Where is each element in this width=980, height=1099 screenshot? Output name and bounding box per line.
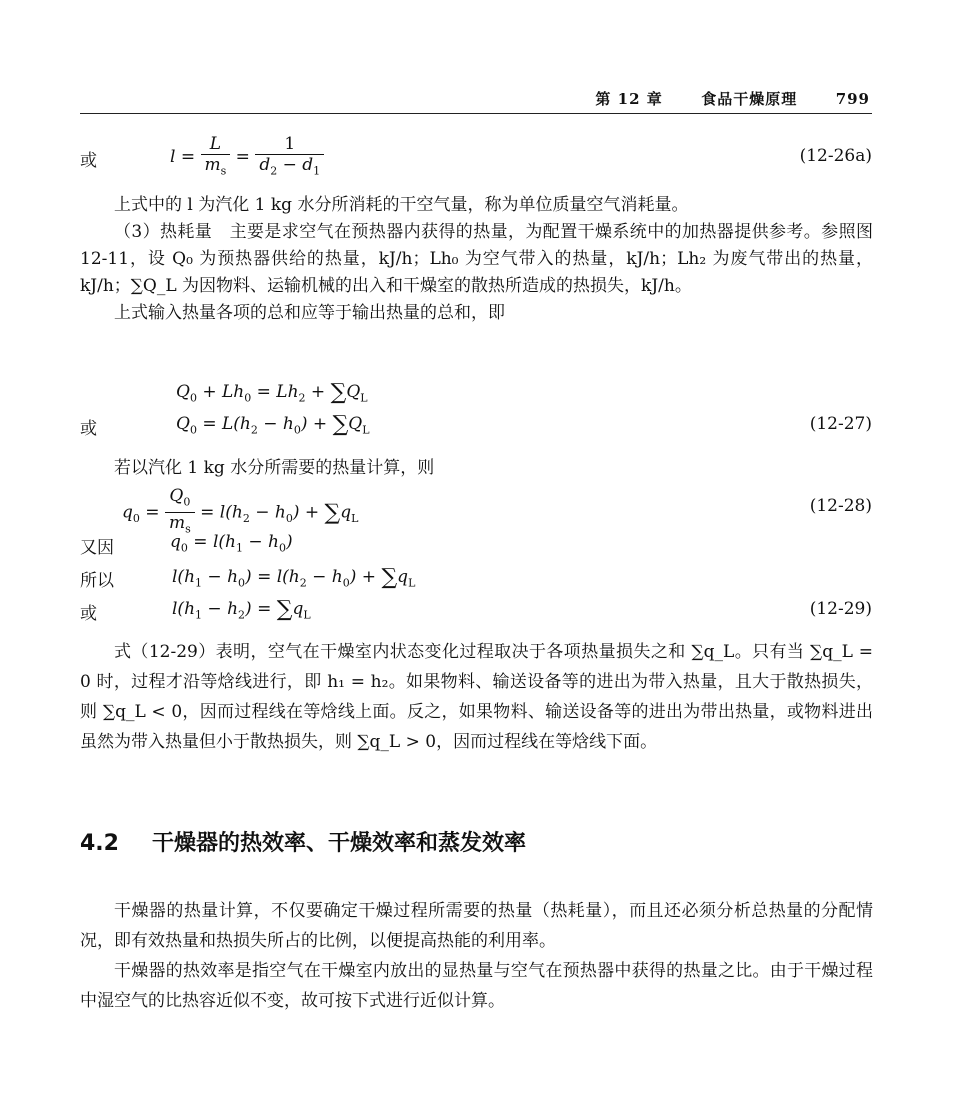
label-or-3: 或	[80, 604, 97, 624]
paragraph-block-1	[80, 192, 873, 327]
equation-therefore: $l(h_1 - h_0) = l(h_2 - h_0) + \sum q_L$	[172, 565, 416, 590]
paragraph-6: 干燥器的热量计算，不仅要确定干燥过程所需要的热量（热耗量），而且还必须分析总热量的分配情况，即有效热量和热损失所占的比例，以便提高热能的利用率。	[80, 901, 873, 951]
header-rule	[80, 113, 872, 114]
equation-12-26a: l = $\frac{L}{m_s}$ = $\frac{1}{d_2 - d_1}$	[170, 134, 324, 181]
running-header	[80, 88, 870, 109]
equation-12-29: $l(h_1 - h_2) = \sum q_L$	[172, 597, 311, 622]
paragraph-7: 干燥器的热效率是指空气在干燥室内放出的显热量与空气在预热器中获得的热量之比。由于干燥过程中湿空气的比热容近似不变，故可按下式进行近似计算。	[80, 961, 873, 1011]
paragraph-block-4	[80, 896, 873, 1016]
equation-12-28: $q_0$ = $\frac{Q_0}{m_s}$ = $l(h_2 - h_0) + \sum q_L$	[122, 486, 359, 536]
page-number: 799	[835, 90, 870, 108]
paragraph-block-3	[80, 637, 873, 757]
equation-number-12-27: (12-27)	[809, 414, 872, 434]
label-because: 又因	[80, 538, 114, 558]
equation-q0: $q_0 = l(h_1 - h_0)$	[170, 532, 293, 555]
equation-12-27: $Q_0 = L(h_2 - h_0) + \sum Q_L$	[176, 412, 370, 437]
paragraph-1: 上式中的 l 为汽化 1 kg 水分所消耗的干空气量，称为单位质量空气消耗量。	[114, 195, 689, 215]
label-or-2: 或	[80, 419, 97, 439]
equation-number-12-29: (12-29)	[809, 599, 872, 619]
paragraph-5: 式（12-29）表明，空气在干燥室内状态变化过程取决于各项热量损失之和 ∑q_L。只有当 ∑q_L = 0 时，过程才沿等焓线进行，即 h₁ = h₂。如果物料、输送设备等的进出为带入热量，且大于散热损失，则 ∑q_L < 0，因而过程线在等焓线上面。反之，如果物料、输送设备等的进出为带出热量，或物料进出虽然为带入热量但小于散热损失，则 ∑q_L > 0，因而过程线在等焓线下面。	[80, 642, 873, 752]
paragraph-3: 上式输入热量各项的总和应等于输出热量的总和，即	[114, 303, 505, 323]
paragraph-4: 若以汽化 1 kg 水分所需要的热量计算，则	[114, 458, 435, 478]
paragraph-block-2	[80, 455, 873, 482]
label-or-1: 或	[80, 151, 97, 171]
label-therefore: 所以	[80, 571, 114, 591]
paragraph-2: （3）热耗量 主要是求空气在预热器内获得的热量，为配置干燥系统中的加热器提供参考。参照图 12-11，设 Q₀ 为预热器供给的热量，kJ/h；Lh₀ 为空气带入的热量，kJ/h；Lh₂ 为废气带出的热量，kJ/h；∑Q_L 为因物料、运输机械的出入和干燥室的散热所造成的热损失，kJ/h。	[80, 222, 873, 296]
section-number: 4.2	[80, 831, 119, 856]
equation-number-12-26a: (12-26a)	[799, 146, 872, 166]
chapter-title: 食品干燥原理	[701, 90, 798, 108]
chapter-label: 第 12 章	[595, 90, 663, 108]
equation-heat-balance: $Q_0 + Lh_0 = Lh_2 + \sum Q_L$	[176, 380, 368, 405]
section-title: 干燥器的热效率、干燥效率和蒸发效率	[152, 831, 527, 856]
equation-number-12-28: (12-28)	[809, 496, 872, 516]
section-heading	[80, 826, 526, 857]
